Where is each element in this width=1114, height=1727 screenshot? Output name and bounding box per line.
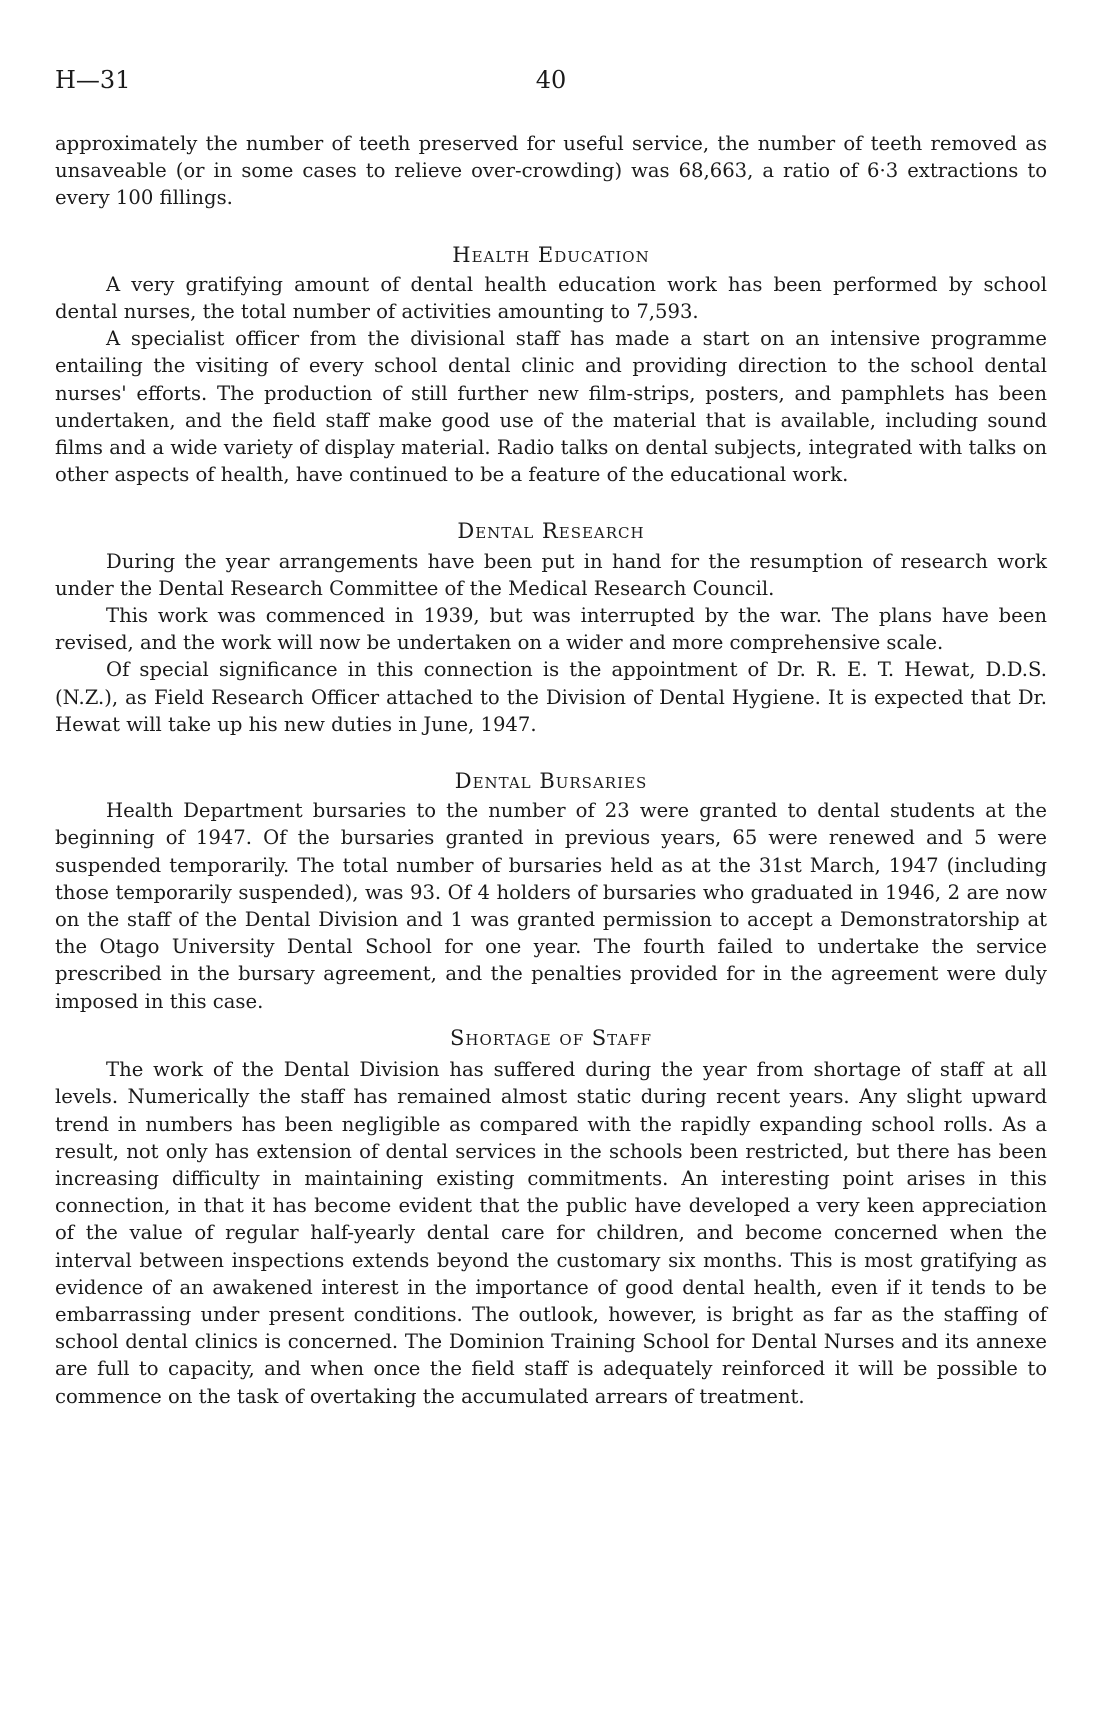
page-body xyxy=(55,130,1047,1410)
page-header xyxy=(55,66,1047,106)
paragraph: Health Department bursaries to the number of 23 were granted to dental students at the beginning of 1947. Of the bursaries granted in previous years, 65 were renewed and 5 were suspended temporarily. The total number of bursaries held as at the 31st March, 1947 (including those temporarily suspended), was 93. Of 4 holders of bursaries who graduated in 1946, 2 are now on the staff of the Dental Division and 1 was granted permission to accept a Demonstratorship at the Otago University Dental School for one year. The fourth failed to undertake the service prescribed in the bursary agreement, and the penalties provided for in the agreement were duly imposed in this case. xyxy=(55,799,1047,1013)
paragraph: During the year arrangements have been put in hand for the resumption of research work under the Dental Research Committee of the Medical Research Council. xyxy=(55,549,1047,600)
paragraph: A very gratifying amount of dental health education work has been performed by school dental nurses, the total number of activities amounting to 7,593. xyxy=(55,272,1047,324)
page-number: 40 xyxy=(535,66,567,94)
report-reference: H—31 xyxy=(55,66,131,94)
section-heading-dental-bursaries: Dental Bursaries xyxy=(454,769,648,794)
section-heading-health-education: Health Education xyxy=(452,242,650,267)
section-heading-dental-research: Dental Research xyxy=(457,519,645,544)
opening-paragraph: approximately the number of teeth preserved for useful service, the number of teeth removed as unsaveable (or in some cases to relieve over-crowding) was 68,663, a ratio of 6·3 extractions to every 100 fillings. xyxy=(55,132,1047,210)
section-heading-shortage-of-staff: Shortage of Staff xyxy=(449,1025,653,1050)
paragraph: Of special significance in this connection is the appointment of Dr. R. E. T. Hewat, D.D.S. (N.Z.), as Field Research Officer attached to the Division of Dental Hygiene. It is expected that Dr. Hewat will take up his new duties in June, 1947. xyxy=(55,658,1047,736)
paragraph: A specialist officer from the divisional staff has made a start on an intensive programme entailing the visiting of every school dental clinic and providing direction to the school dental nurses' efforts. The production of still further new film-strips, posters, and pamphlets has been undertaken, and the field staff make good use of the material that is available, including sound films and a wide variety of display material. Radio talks on dental subjects, integrated with talks on other aspects of health, have continued to be a feature of the educational work. xyxy=(55,327,1047,487)
paragraph: This work was commenced in 1939, but was interrupted by the war. The plans have been revised, and the work will now be undertaken on a wider and more comprehensive scale. xyxy=(55,604,1047,655)
paragraph: The work of the Dental Division has suffered during the year from shortage of staff at all levels. Numerically the staff has remained almost static during recent years. Any slight upward trend in numbers has been negligible as compared with the rapidly expanding school rolls. As a result, not only has extension of dental services in the schools been restricted, but there has been increasing difficulty in maintaining existing commitments. An interesting point arises in this connection, in that it has become evident that the public have developed a very keen appreciation of the value of regular half-yearly dental care for children, and become concerned when the interval between inspections extends beyond the customary six months. This is most gratifying as evidence of an awakened interest in the importance of good dental health, even if it tends to be embarrassing under present conditions. The outlook, however, is bright as far as the staffing of school dental clinics is concerned. The Dominion Training School for Dental Nurses and its annexe are full to capacity, and when once the field staff is adequately reinforced it will be possible to commence on the task of overtaking the accumulated arrears of treatment. xyxy=(55,1058,1047,1408)
